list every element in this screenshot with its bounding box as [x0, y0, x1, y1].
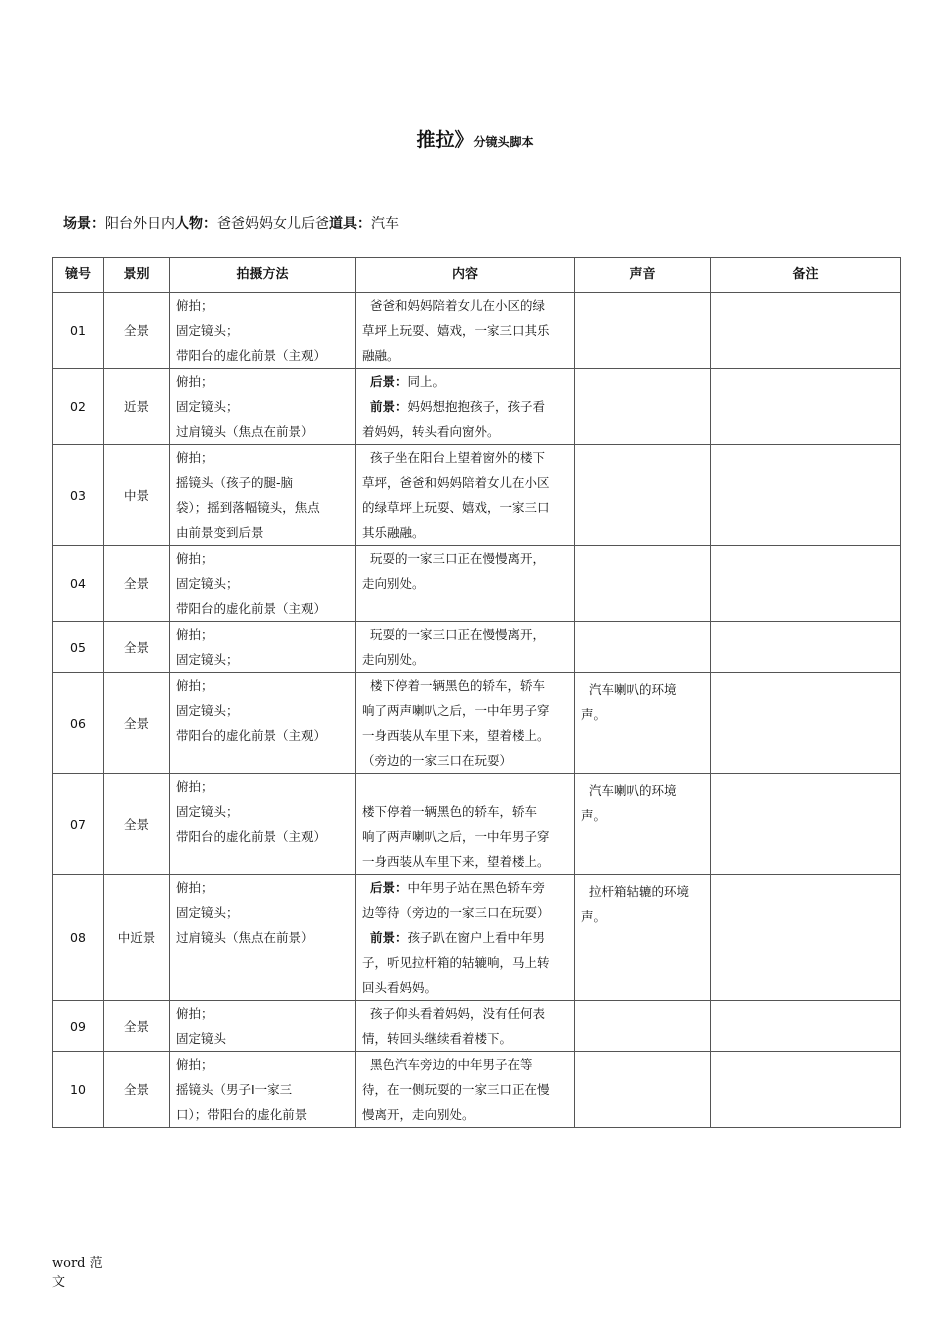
- header-content: 内容: [356, 258, 575, 293]
- shot-type-cell: 中景: [104, 445, 170, 546]
- content-cell: [356, 673, 575, 774]
- content-line: [362, 900, 568, 925]
- shot-number-cell: 02: [53, 369, 104, 445]
- table-row: [53, 774, 901, 875]
- shot-number-cell: 07: [53, 774, 104, 875]
- method-line: 摇镜头（孩子的腿-脑: [176, 475, 294, 490]
- table-row: [53, 546, 901, 622]
- content-line: [362, 369, 568, 394]
- shot-type-cell: 全景: [104, 1001, 170, 1052]
- content-line-text: 的绿草坪上玩耍、嬉戏，一家三口: [362, 500, 550, 515]
- scene-info-line: [63, 214, 399, 234]
- table-row: [53, 875, 901, 1001]
- content-line: [362, 318, 568, 343]
- method-line: 固定镜头；: [176, 576, 239, 591]
- content-line: [362, 1001, 568, 1026]
- shot-number-cell: 04: [53, 546, 104, 622]
- content-line-text: 走向别处。: [362, 576, 425, 591]
- shot-number-cell: 05: [53, 622, 104, 673]
- content-line: [362, 520, 568, 545]
- method-line: 口）；带阳台的虚化前景: [176, 1107, 308, 1122]
- content-cell: [356, 774, 575, 875]
- shot-type-cell: 全景: [104, 293, 170, 369]
- content-line: [362, 1052, 568, 1077]
- method-cell: [170, 622, 356, 673]
- content-line-text: 一身西装从车里下来，望着楼上。: [362, 728, 550, 743]
- method-line: 过肩镜头（焦点在前景）: [176, 930, 314, 945]
- method-cell: [170, 774, 356, 875]
- content-line-text: 待，在一侧玩耍的一家三口正在慢: [362, 1082, 550, 1097]
- header-sound: 声音: [575, 258, 711, 293]
- content-line-text: 其乐融融。: [362, 525, 425, 540]
- method-cell: [170, 445, 356, 546]
- footer-line-2: 文: [52, 1275, 66, 1290]
- method-line: 摇镜头（男子I一家三: [176, 1082, 293, 1097]
- notes-cell: [711, 1052, 901, 1128]
- scene-label: 场景：: [63, 216, 105, 232]
- method-line: 固定镜头；: [176, 905, 239, 920]
- table-row: [53, 369, 901, 445]
- content-line-text: 回头看妈妈。: [362, 980, 438, 995]
- content-line: [362, 975, 568, 1000]
- document-title: [0, 127, 950, 155]
- header-shot-type: 景别: [104, 258, 170, 293]
- content-line: [362, 824, 568, 849]
- sound-cell: [575, 1052, 711, 1128]
- content-line: [362, 875, 568, 900]
- notes-cell: [711, 369, 901, 445]
- footer-line-1: word 范: [52, 1256, 103, 1271]
- content-line: [362, 419, 568, 444]
- shot-number-cell: 10: [53, 1052, 104, 1128]
- method-line: 固定镜头；: [176, 703, 239, 718]
- content-line: [362, 698, 568, 723]
- notes-cell: [711, 875, 901, 1001]
- content-line: [362, 950, 568, 975]
- sound-cell: [575, 774, 711, 875]
- sound-line: 声。: [581, 808, 607, 823]
- content-line-text: 孩子仰头看着妈妈，没有任何表: [370, 1006, 546, 1021]
- method-cell: [170, 673, 356, 774]
- content-line: [362, 799, 568, 824]
- method-cell: [170, 369, 356, 445]
- content-line: [362, 925, 568, 950]
- sound-cell: [575, 445, 711, 546]
- content-line-text: 响了两声喇叭之后，一中年男子穿: [362, 829, 550, 844]
- footer-watermark: [52, 1254, 103, 1292]
- content-line: [362, 470, 568, 495]
- sound-cell: [575, 546, 711, 622]
- content-line: [362, 647, 568, 672]
- method-line: 固定镜头；: [176, 804, 239, 819]
- content-cell: [356, 293, 575, 369]
- content-line-label: 前景：: [370, 930, 408, 945]
- content-line-text: 妈妈想抱抱孩子，孩子看: [407, 399, 546, 414]
- content-line-text: 慢离开，走向别处。: [362, 1107, 475, 1122]
- props-value: 汽车: [371, 216, 399, 232]
- shot-number-cell: 06: [53, 673, 104, 774]
- table-row: [53, 445, 901, 546]
- sound-line: 拉杆箱轱辘的环境: [589, 884, 690, 899]
- content-line-label: 后景：: [370, 374, 408, 389]
- content-line: [362, 748, 568, 773]
- content-line: [362, 495, 568, 520]
- content-line: [362, 546, 568, 571]
- shot-type-cell: 全景: [104, 673, 170, 774]
- content-line-text: （旁边的一家三口在玩耍）: [362, 753, 513, 768]
- content-line-text: 楼下停着一辆黑色的轿车，轿车: [370, 678, 546, 693]
- content-cell: [356, 1001, 575, 1052]
- shot-type-cell: 全景: [104, 1052, 170, 1128]
- people-label: 人物：: [175, 216, 217, 232]
- shot-number-cell: 09: [53, 1001, 104, 1052]
- table-header-row: [53, 258, 901, 293]
- shot-number-cell: 08: [53, 875, 104, 1001]
- method-line: 袋）；摇到落幅镜头，焦点: [176, 500, 320, 515]
- sound-cell: [575, 1001, 711, 1052]
- content-line: [362, 849, 568, 874]
- method-line: 俯拍；: [176, 1057, 214, 1072]
- content-line: [362, 723, 568, 748]
- content-line-text: 爸爸和妈妈陪着女儿在小区的绿: [370, 298, 546, 313]
- shot-type-cell: 全景: [104, 774, 170, 875]
- shot-number-cell: 01: [53, 293, 104, 369]
- header-method: 拍摄方法: [170, 258, 356, 293]
- content-line-text: 黑色汽车旁边的中年男子在等: [370, 1057, 533, 1072]
- content-cell: [356, 1052, 575, 1128]
- content-line-text: 一身西装从车里下来，望着楼上。: [362, 854, 550, 869]
- content-line: [362, 445, 568, 470]
- method-line: 俯拍；: [176, 678, 214, 693]
- shot-type-cell: 中近景: [104, 875, 170, 1001]
- shot-number-cell: 03: [53, 445, 104, 546]
- method-line: 固定镜头；: [176, 652, 239, 667]
- content-line-text: 孩子趴在窗户上看中年男: [407, 930, 546, 945]
- content-line-label: 后景：: [370, 880, 408, 895]
- sound-line: 汽车喇叭的环境: [589, 783, 677, 798]
- table-row: [53, 622, 901, 673]
- content-line: [362, 673, 568, 698]
- method-line: 带阳台的虚化前景（主观）: [176, 348, 327, 363]
- content-line: [362, 1026, 568, 1051]
- method-line: 固定镜头；: [176, 323, 239, 338]
- content-line: [362, 394, 568, 419]
- content-line-text: 草坪上玩耍、嬉戏，一家三口其乐: [362, 323, 550, 338]
- content-line-text: 玩耍的一家三口正在慢慢离开，: [370, 627, 546, 642]
- content-cell: [356, 875, 575, 1001]
- sound-cell: [575, 673, 711, 774]
- content-cell: [356, 622, 575, 673]
- table-row: [53, 1001, 901, 1052]
- notes-cell: [711, 546, 901, 622]
- method-line: 固定镜头: [176, 1031, 227, 1046]
- people-value: 爸爸妈妈女儿后爸: [217, 216, 329, 232]
- content-line-text: 情，转回头继续看着楼下。: [362, 1031, 513, 1046]
- method-line: 带阳台的虚化前景（主观）: [176, 829, 327, 844]
- notes-cell: [711, 622, 901, 673]
- shot-type-cell: 全景: [104, 546, 170, 622]
- sound-line: 汽车喇叭的环境: [589, 682, 677, 697]
- method-line: 带阳台的虚化前景（主观）: [176, 601, 327, 616]
- method-line: 由前景变到后景: [176, 525, 264, 540]
- content-line: [362, 774, 568, 799]
- method-cell: [170, 1001, 356, 1052]
- props-label: 道具：: [329, 216, 371, 232]
- content-line-text: 边等待（旁边的一家三口在玩耍）: [362, 905, 550, 920]
- method-line: 俯拍；: [176, 450, 214, 465]
- method-line: 俯拍；: [176, 880, 214, 895]
- sound-line: 声。: [581, 909, 607, 924]
- notes-cell: [711, 774, 901, 875]
- notes-cell: [711, 1001, 901, 1052]
- notes-cell: [711, 293, 901, 369]
- method-line: 俯拍；: [176, 1006, 214, 1021]
- method-cell: [170, 546, 356, 622]
- content-line-text: 楼下停着一辆黑色的轿车，轿车: [362, 804, 538, 819]
- content-line: [362, 571, 568, 596]
- title-sub: 分镜头脚本: [473, 135, 534, 149]
- method-line: 俯拍；: [176, 627, 214, 642]
- header-shot-number: 镜号: [53, 258, 104, 293]
- shot-type-cell: 近景: [104, 369, 170, 445]
- content-line-text: 孩子坐在阳台上望着窗外的楼下: [370, 450, 546, 465]
- content-line-text: 融融。: [362, 348, 400, 363]
- title-main: 推拉》: [416, 129, 474, 151]
- sound-cell: [575, 369, 711, 445]
- content-line: [362, 1077, 568, 1102]
- content-cell: [356, 546, 575, 622]
- method-line: 俯拍；: [176, 374, 214, 389]
- content-line-text: 着妈妈，转头看向窗外。: [362, 424, 500, 439]
- content-line-label: 前景：: [370, 399, 408, 414]
- content-line-text: 子，听见拉杆箱的轱辘响，马上转: [362, 955, 550, 970]
- sound-cell: [575, 875, 711, 1001]
- content-line-text: 走向别处。: [362, 652, 425, 667]
- content-line: [362, 622, 568, 647]
- notes-cell: [711, 673, 901, 774]
- method-cell: [170, 875, 356, 1001]
- content-line: [362, 343, 568, 368]
- method-line: 俯拍；: [176, 298, 214, 313]
- table-row: [53, 673, 901, 774]
- notes-cell: [711, 445, 901, 546]
- table-row: [53, 293, 901, 369]
- table-row: [53, 1052, 901, 1128]
- content-line-text: 中年男子站在黑色轿车旁: [407, 880, 546, 895]
- method-line: 带阳台的虚化前景（主观）: [176, 728, 327, 743]
- method-line: 固定镜头；: [176, 399, 239, 414]
- method-cell: [170, 293, 356, 369]
- content-line: [362, 1102, 568, 1127]
- content-line-text: 响了两声喇叭之后，一中年男子穿: [362, 703, 550, 718]
- sound-cell: [575, 622, 711, 673]
- header-notes: 备注: [711, 258, 901, 293]
- method-line: 俯拍；: [176, 551, 214, 566]
- sound-line: 声。: [581, 707, 607, 722]
- content-line-text: 玩耍的一家三口正在慢慢离开，: [370, 551, 546, 566]
- sound-cell: [575, 293, 711, 369]
- method-line: 俯拍；: [176, 779, 214, 794]
- content-line-text: 同上。: [407, 374, 446, 389]
- content-line: [362, 293, 568, 318]
- method-cell: [170, 1052, 356, 1128]
- shot-type-cell: 全景: [104, 622, 170, 673]
- method-line: 过肩镜头（焦点在前景）: [176, 424, 314, 439]
- scene-value: 阳台外日内: [105, 216, 175, 232]
- content-cell: [356, 445, 575, 546]
- storyboard-table: [52, 257, 901, 1128]
- content-line-text: 草坪，爸爸和妈妈陪着女儿在小区: [362, 475, 550, 490]
- content-cell: [356, 369, 575, 445]
